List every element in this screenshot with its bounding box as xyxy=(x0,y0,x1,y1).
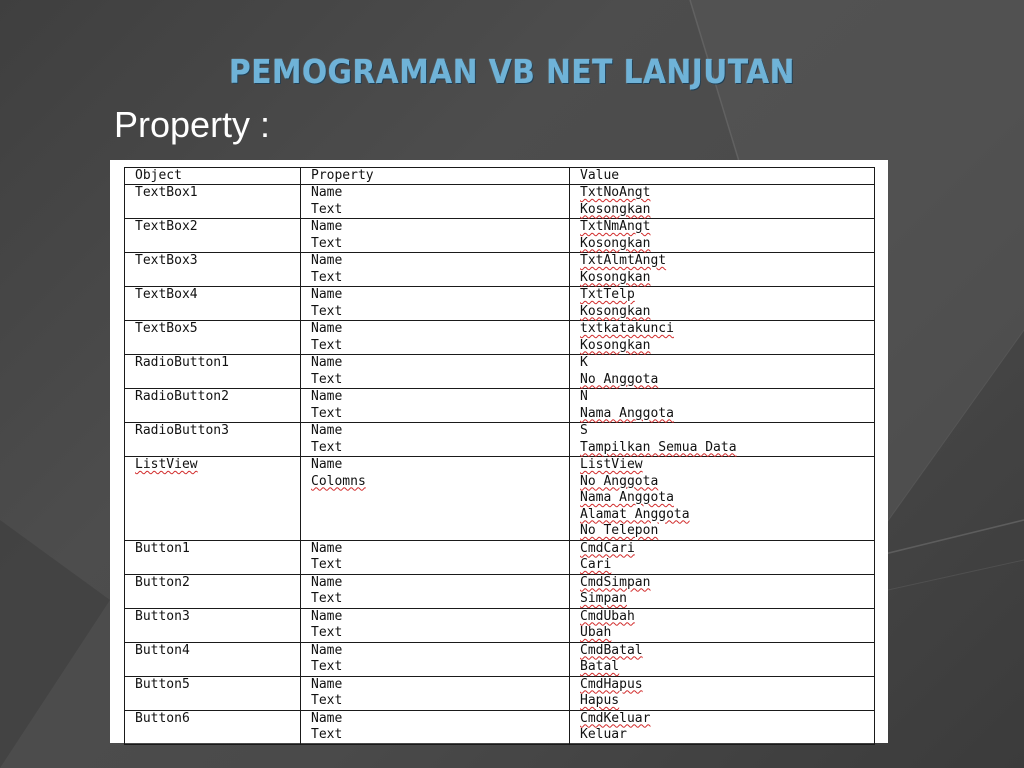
table-row xyxy=(125,423,875,457)
property-name: Name xyxy=(311,355,343,370)
object-name: Button6 xyxy=(135,710,190,726)
property-cell xyxy=(301,185,570,219)
value-text: CmdSimpan xyxy=(580,574,651,590)
value-cell xyxy=(570,540,875,574)
table-row xyxy=(125,219,875,253)
object-cell xyxy=(125,185,301,219)
value-cell xyxy=(570,287,875,321)
property-cell xyxy=(301,608,570,642)
property-name: Name xyxy=(311,423,343,438)
value-cell xyxy=(570,389,875,423)
header-object: Object xyxy=(125,168,301,185)
property-name: Text xyxy=(311,303,343,319)
value-cell xyxy=(570,574,875,608)
property-name: Text xyxy=(311,269,343,285)
property-cell xyxy=(301,574,570,608)
table-row xyxy=(125,253,875,287)
value-cell xyxy=(570,642,875,676)
property-table-card xyxy=(110,160,888,743)
object-name: TextBox2 xyxy=(135,219,198,234)
object-cell xyxy=(125,642,301,676)
value-text: ListView xyxy=(580,457,643,472)
property-name: Text xyxy=(311,235,343,251)
table-row xyxy=(125,574,875,608)
value-text: Kosongkan xyxy=(580,201,651,217)
property-name: Name xyxy=(311,321,343,336)
value-cell xyxy=(570,355,875,389)
property-cell xyxy=(301,253,570,287)
value-text: Alamat Anggota xyxy=(580,506,690,522)
value-text: Kosongkan xyxy=(580,269,651,285)
value-cell xyxy=(570,457,875,541)
object-cell xyxy=(125,287,301,321)
property-name: Text xyxy=(311,625,343,640)
value-text: No Anggota xyxy=(580,371,659,387)
property-name: Name xyxy=(311,540,343,556)
object-cell xyxy=(125,540,301,574)
value-text: TxtNoAngt xyxy=(580,185,651,200)
value-text: N xyxy=(580,389,588,404)
object-name: ListView xyxy=(135,457,198,472)
property-name: Name xyxy=(311,185,343,200)
object-name: Button5 xyxy=(135,676,190,692)
property-name: Name xyxy=(311,608,343,624)
property-cell xyxy=(301,642,570,676)
property-name: Text xyxy=(311,693,343,708)
table-row xyxy=(125,185,875,219)
value-cell xyxy=(570,321,875,355)
table-row xyxy=(125,287,875,321)
property-name: Name xyxy=(311,457,343,472)
value-text: CmdCari xyxy=(580,540,635,556)
property-name: Text xyxy=(311,591,343,606)
object-cell xyxy=(125,710,301,744)
table-row xyxy=(125,540,875,574)
property-name: Text xyxy=(311,557,343,572)
property-name: Name xyxy=(311,389,343,404)
table-row xyxy=(125,355,875,389)
property-cell xyxy=(301,287,570,321)
property-name: Text xyxy=(311,439,343,455)
value-text: Cari xyxy=(580,557,612,572)
property-cell xyxy=(301,389,570,423)
object-name: RadioButton3 xyxy=(135,423,229,438)
object-cell xyxy=(125,253,301,287)
property-name: Name xyxy=(311,253,343,268)
property-name: Text xyxy=(311,371,343,387)
property-cell xyxy=(301,710,570,744)
value-cell xyxy=(570,676,875,710)
property-name: Text xyxy=(311,727,343,742)
object-cell xyxy=(125,321,301,355)
value-text: CmdKeluar xyxy=(580,710,651,726)
table-row xyxy=(125,608,875,642)
object-name: Button4 xyxy=(135,642,190,658)
value-text: K xyxy=(580,355,588,370)
table-row xyxy=(125,676,875,710)
value-text: TxtTelp xyxy=(580,287,635,302)
property-cell xyxy=(301,540,570,574)
property-cell xyxy=(301,219,570,253)
property-name: Colomns xyxy=(311,473,366,489)
property-name: Text xyxy=(311,337,343,353)
value-cell xyxy=(570,219,875,253)
property-name: Name xyxy=(311,219,343,234)
table-row xyxy=(125,321,875,355)
value-text: No Anggota xyxy=(580,473,659,489)
value-text: Hapus xyxy=(580,693,620,708)
object-cell xyxy=(125,389,301,423)
property-cell xyxy=(301,676,570,710)
property-name: Name xyxy=(311,642,343,658)
property-name: Name xyxy=(311,287,343,302)
value-text: Nama Anggota xyxy=(580,405,674,421)
object-name: RadioButton1 xyxy=(135,355,229,370)
value-cell xyxy=(570,253,875,287)
object-name: Button3 xyxy=(135,608,190,624)
object-name: Button2 xyxy=(135,574,190,590)
object-cell xyxy=(125,574,301,608)
value-text: TxtNmAngt xyxy=(580,219,651,234)
header-property: Property xyxy=(301,168,570,185)
property-table xyxy=(124,167,875,745)
value-text: Simpan xyxy=(580,591,627,606)
object-name: TextBox4 xyxy=(135,287,198,302)
table-header-row xyxy=(125,168,875,185)
table-row xyxy=(125,457,875,541)
value-text: Kosongkan xyxy=(580,235,651,251)
property-cell xyxy=(301,423,570,457)
property-cell xyxy=(301,355,570,389)
object-cell xyxy=(125,355,301,389)
object-cell xyxy=(125,608,301,642)
property-name: Name xyxy=(311,676,343,692)
table-row xyxy=(125,642,875,676)
value-text: No Telepon xyxy=(580,523,659,538)
object-cell xyxy=(125,219,301,253)
value-cell xyxy=(570,185,875,219)
value-text: Tampilkan Semua Data xyxy=(580,439,737,455)
table-row xyxy=(125,710,875,744)
property-name: Text xyxy=(311,201,343,217)
value-cell xyxy=(570,710,875,744)
property-name: Text xyxy=(311,659,343,674)
property-name: Text xyxy=(311,405,343,421)
value-text: S xyxy=(580,423,588,438)
header-value: Value xyxy=(570,168,875,185)
object-name: Button1 xyxy=(135,540,190,556)
property-cell xyxy=(301,321,570,355)
object-name: TextBox3 xyxy=(135,253,198,268)
value-text: TxtAlmtAngt xyxy=(580,253,667,268)
object-name: TextBox5 xyxy=(135,321,198,336)
slide-subtitle: Property : xyxy=(114,104,271,145)
property-cell xyxy=(301,457,570,541)
value-text: Keluar xyxy=(580,727,627,742)
value-text: Nama Anggota xyxy=(580,490,674,505)
object-cell xyxy=(125,676,301,710)
value-text: txtkatakunci xyxy=(580,321,674,336)
slide-title: PEMOGRAMAN VB NET LANJUTAN xyxy=(229,52,795,91)
property-name: Name xyxy=(311,574,343,590)
value-text: Ubah xyxy=(580,625,612,640)
value-text: CmdHapus xyxy=(580,676,643,692)
object-cell xyxy=(125,457,301,541)
value-cell xyxy=(570,608,875,642)
table-row xyxy=(125,389,875,423)
property-name: Name xyxy=(311,710,343,726)
value-cell xyxy=(570,423,875,457)
object-name: RadioButton2 xyxy=(135,389,229,404)
value-text: CmdBatal xyxy=(580,642,643,658)
object-cell xyxy=(125,423,301,457)
object-name: TextBox1 xyxy=(135,185,198,200)
value-text: Batal xyxy=(580,659,620,674)
value-text: Kosongkan xyxy=(580,303,651,319)
value-text: Kosongkan xyxy=(580,337,651,353)
value-text: CmdUbah xyxy=(580,608,635,624)
